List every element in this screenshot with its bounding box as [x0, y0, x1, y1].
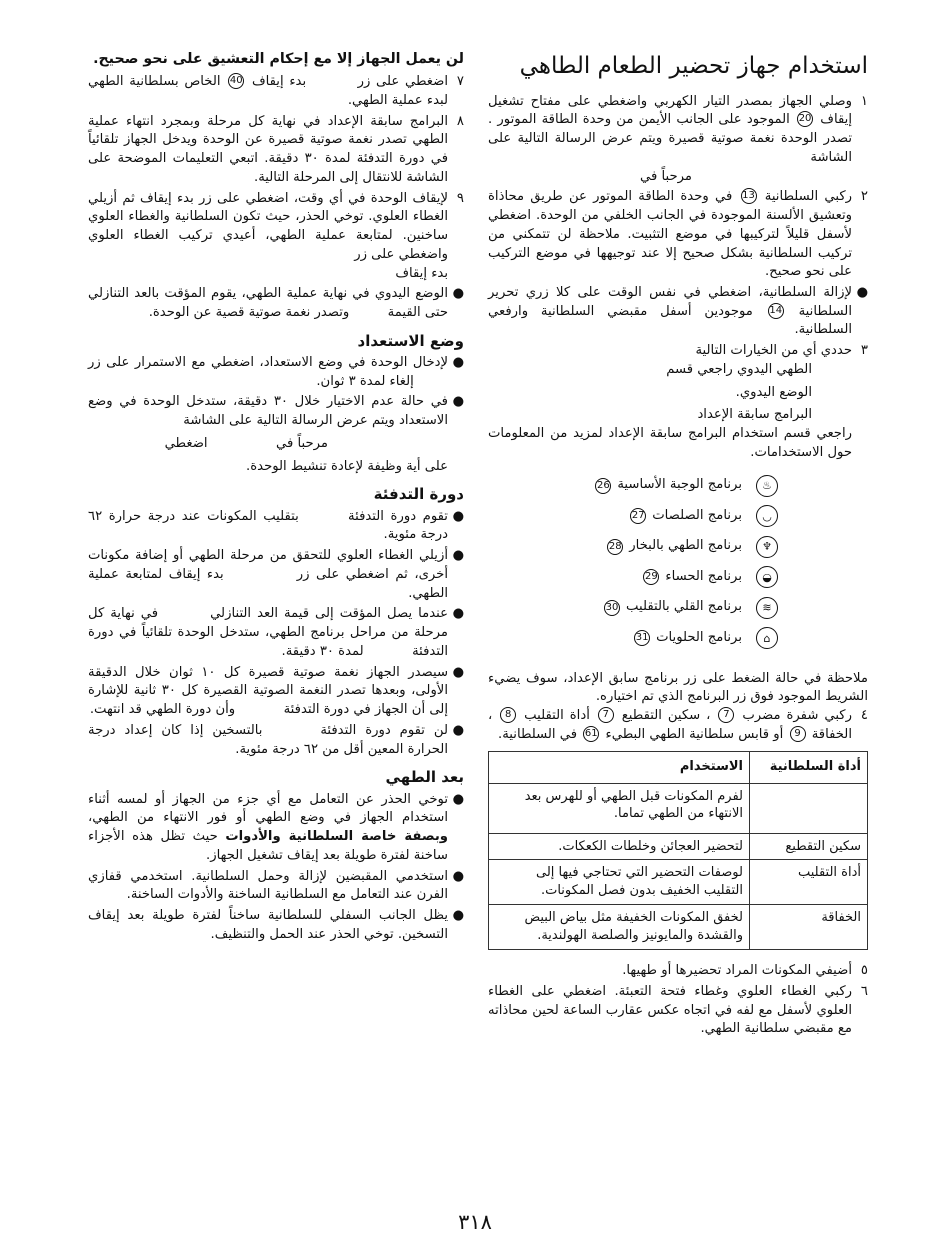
program-stir-fry: ≋ برنامج القلي بالتقليب 30 [488, 593, 778, 624]
step-6: ٦ ركبي الغطاء العلوي وغطاء فتحة التعبئة. اضغطي على الغطاء العلوي لأسفل مع لفه في اتجاه عكس عقارب الساعة لحين محاذاته مع مقبضي سلطانية الطهي. [488, 983, 868, 1037]
step-8: ٨ البرامج سابقة الإعداد في نهاية كل مرحلة وبمجرد انتهاء عملية الطهي تصدر نغمة صوتية قصيرة عن الوحدة ويدخل الجهاز تلقائياً في دورة التدفئة لمدة ٣٠ دقيقة. اتبعي التعليمات الموضحة على الشاشة للانتقال إلى المرحلة التالية. [88, 113, 464, 185]
column-header: أداة السلطانية [750, 751, 868, 783]
basic-meal-icon: ♨ [756, 475, 778, 497]
table-row: سكين التقطيع لتحضير العجائن وخلطات الكعكات. [489, 833, 868, 860]
callout-20-icon: 20 [797, 111, 813, 127]
list-item: ● سيصدر الجهاز نغمة صوتية قصيرة كل ١٠ ثوان خلال الدقيقة الأولى، وبعدها تصدر النغمة الصوتية القصيرة كل ٣٠ ثانية للإشارة إلى أن الجهاز في دورة التدفئة وأن دورة الطهي قد انتهت. [88, 664, 464, 718]
after-cooking-heading: بعد الطهي [385, 768, 464, 787]
steam-icon: ♆ [756, 536, 778, 558]
program-basic-meal: ♨ برنامج الوجبة الأساسية 26 [488, 471, 778, 502]
table-header-row [489, 751, 868, 783]
list-item: ● لن تقوم دورة التدفئة بالتسخين إذا كان إعداد درجة الحرارة المعين أقل من ٦٢ درجة مئوية. [88, 722, 464, 757]
bullet-icon: ● [856, 285, 868, 300]
list-item: ● عندما يصل المؤقت إلى قيمة العد التنازلي في نهاية كل مرحلة من مراحل برنامج الطهي، ستدخل الوحدة تلقائياً في دورة التدفئة لمدة ٣٠ دقيقة. [88, 606, 464, 659]
left-column [88, 50, 464, 946]
list-item: ● توخي الحذر عن التعامل مع أي جزء من الجهاز أو لمسه أثناء استخدام الجهاز في وضع الطهي أو فور الانتهاء من الطهي، وبصفة خاصة السلطانية والأدوات حيث تظل هذه الأجزاء ساخنة لفترة طويلة بعد إيقاف تشغيل الجهاز. [88, 791, 464, 863]
column-header: الاستخدام [489, 751, 750, 783]
list-item: ● أزيلي الغطاء العلوي للتحقق من مرحلة الطهي أو إضافة مكونات أخرى، ثم اضغطي على زر بدء إيقاف لمتابعة عملية الطهي. [88, 548, 464, 601]
step-1: ١ وصلي الجهاز بمصدر التيار الكهربي واضغطي على مفتاح تشغيل إيقاف 20 الموجود على الجانب الأيمن من وحدة الطاقة الموتور . تصدر الوحدة نغمة صوتية قصيرة ويتم عرض الرسالة التالية على الشاشة مرحباً في [488, 93, 868, 187]
standby-heading: وضع الاستعداد [357, 331, 464, 350]
callout-40-icon: 40 [228, 73, 244, 89]
program-soup: ◒ برنامج الحساء 29 [488, 562, 778, 593]
table-row: لفرم المكونات قبل الطهي أو للهرس بعد الانتهاء من الطهي تماما. [489, 783, 868, 833]
bullet-manual-mode: ● الوضع اليدوي في نهاية عملية الطهي، يقوم المؤقت بالعد التنازلي حتى القيمة وتصدر نغمة صوتية قصية عن الوحدة. [88, 285, 464, 322]
callout-13-icon: 13 [741, 188, 757, 204]
page-number: ٣١٨ [458, 1210, 492, 1234]
stir-fry-icon: ≋ [756, 597, 778, 619]
step-7: ٧ اضغطي على زر بدء إيقاف 40 الخاص بسلطانية الطهي لبدء عملية الطهي. [88, 74, 464, 108]
callout-14-icon: 14 [768, 303, 784, 319]
step-2: ٢ ركبي السلطانية 13 في وحدة الطاقة الموتور عن طريق محاذاة وتعشيق الألسنة الموجودة في الجانب الخلفي من الوحدة. اضغطي لأسفل قليلاً لتركيبها في موضع التثبيت. ملاحظة لن تتمكني من تركيب السلطانية بشكل صحيح إلا عند توجيهها في موضع التركيب على نحو صحيح. [488, 189, 868, 280]
program-sauces: ◡ برنامج الصلصات 27 [488, 501, 778, 532]
soup-icon: ◒ [756, 566, 778, 588]
list-item: ● لإدخال الوحدة في وضع الاستعداد، اضغطي مع الاستمرار على زر إلغاء لمدة ٣ ثوان. [88, 355, 464, 389]
screen-message: مرحباً في [640, 168, 692, 184]
step-3: ٣ حددي أي من الخيارات التالية الطهي اليدوي راجعي قسم الوضع اليدوي. البرامج سابقة الإعداد راجعي قسم استخدام البرامج سابقة الإعداد لمزيد من المعلومات حول الاستخدامات. [488, 343, 868, 460]
step-9: ٩ لإيقاف الوحدة في أي وقت، اضغطي على زر بدء إيقاف ثم أزيلي الغطاء العلوي. توخي الحذر، حيث تكون السلطانية والغطاء العلوي ساخنين. لمتابعة عملية الطهي، أعيدي تركيب الغطاء العلوي واضغطي على زر بدء إيقاف [88, 190, 464, 281]
list-item: ● تقوم دورة التدفئة بتقليب المكونات عند درجة حرارة ٦٢ درجة مئوية. [88, 508, 464, 543]
list-item: ● استخدمي المقبضين لإزالة وحمل السلطانية. استخدمي قفازي الفرن عند التعامل مع السلطانية الساخنة والأدوات الساخنة. [88, 868, 464, 903]
step-number: ١ [860, 93, 868, 109]
right-column [488, 44, 868, 1041]
lock-warning: لن يعمل الجهاز إلا مع إحكام التعشيق على نحو صحيح. [93, 51, 464, 67]
desserts-icon: ⌂ [756, 627, 778, 649]
bullet-remove-bowl: ● لإزالة السلطانية، اضغطي في نفس الوقت على كلا زري تحرير السلطانية 14 موجودين أسفل مقبضي السلطانية وارفعي السلطانية. [488, 284, 868, 340]
program-desserts: ⌂ برنامج الحلويات 31 [488, 623, 778, 654]
page-title: استخدام جهاز تحضير الطعام الطاهي [519, 53, 868, 79]
tools-table [488, 751, 868, 951]
bullet-icon: ● [452, 286, 464, 302]
program-list [488, 471, 868, 654]
list-item: ● يظل الجانب السفلي للسلطانية ساخناً لفترة طويلة بعد إيقاف التسخين. توخي الحذر عند الحمل والتنظيف. [88, 907, 464, 942]
sauces-icon: ◡ [756, 505, 778, 527]
list-item: ● في حالة عدم الاختيار خلال ٣٠ دقيقة، ستدخل الوحدة في وضع الاستعداد ويتم عرض الرسالة التالية على الشاشة مرحباً في اضغطي على أية وظيفة لإعادة تنشيط الوحدة. [88, 394, 464, 474]
warm-heading: دورة التدفئة [373, 485, 464, 504]
program-steam: ♆ برنامج الطهي بالبخار 28 [488, 532, 778, 563]
table-row: أداة التقليب لوصفات التحضير التي تحتاجي فيها إلى التقليب الخفيف بدون فصل المكونات. [489, 860, 868, 905]
step-4: ٤ ركبي شفرة مضرب 7 ، سكين التقطيع 7 أداة التقليب 8 ، الخفاقة 9 أو قابس سلطانية الطهي البطيء 61 في السلطانية. [488, 708, 868, 742]
table-row: الخفاقة لخفق المكونات الخفيفة مثل بياض البيض والقشدة والمايونيز والصلصة الهولندية. [489, 905, 868, 950]
note-programs: ملاحظة في حالة الضغط على زر برنامج سابق الإعداد، سوف يضيء الشريط الموجود فوق زر البرنامج الذي تم اختياره. [488, 670, 868, 705]
step-5: ٥ أضيفي المكونات المراد تحضيرها أو طهيها. [622, 963, 868, 979]
